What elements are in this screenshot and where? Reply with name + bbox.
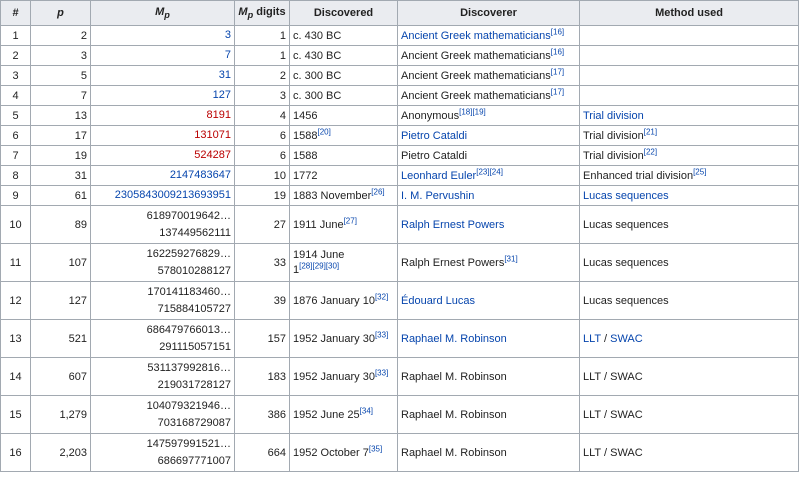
mersenne-value-link[interactable]: 7: [224, 49, 231, 61]
discoverer: [398, 86, 580, 106]
mersenne-value-link[interactable]: 131071: [194, 129, 231, 141]
row-number: 12: [1, 282, 31, 320]
table-row: [1, 186, 799, 206]
method-used: [580, 126, 799, 146]
row-number: 4: [1, 86, 31, 106]
discovered-date: [290, 106, 398, 126]
method-used: [580, 86, 799, 106]
discoverer: [398, 146, 580, 166]
table-row: [1, 26, 799, 46]
discovered-date: [290, 46, 398, 66]
mersenne-value-link[interactable]: 8191: [206, 109, 231, 121]
table-row: [1, 244, 799, 282]
method-used: [580, 66, 799, 86]
exponent-p: 2: [31, 26, 91, 46]
header-row: [1, 1, 799, 26]
method-used: [580, 244, 799, 282]
header-p[interactable]: [31, 1, 91, 26]
discovered-date: [290, 186, 398, 206]
exponent-p: 13: [31, 106, 91, 126]
discovered-text: 1883 November: [293, 189, 372, 202]
table-body: [1, 26, 799, 472]
citation-ref[interactable]: [21]: [643, 126, 658, 136]
discovered-text: c. 300 BC: [293, 69, 342, 82]
method-text: Lucas sequences: [583, 294, 669, 307]
method-text: LLT / SWAC: [583, 408, 643, 421]
row-number: 11: [1, 244, 31, 282]
mersenne-value-text: 531137992816…: [147, 361, 231, 374]
header-discovered[interactable]: Discovered: [290, 1, 398, 26]
discovered-date: [290, 86, 398, 106]
row-number: 8: [1, 166, 31, 186]
citation-ref[interactable]: [28][29][30]: [299, 260, 340, 270]
method-text: Lucas sequences: [583, 218, 669, 231]
table-row: [1, 86, 799, 106]
discovered-text-cont: 1: [293, 263, 300, 276]
table-row: [1, 106, 799, 126]
discovered-text: 1952 January 30: [293, 370, 375, 383]
discovered-text: 1952 June 25: [293, 408, 360, 421]
exponent-p: 31: [31, 166, 91, 186]
table-row: [1, 396, 799, 434]
method-text: Lucas sequences: [583, 256, 669, 269]
citation-ref[interactable]: [35]: [368, 443, 383, 453]
digit-count: 3: [235, 86, 290, 106]
digit-count: 386: [235, 396, 290, 434]
exponent-p: 89: [31, 206, 91, 244]
header-mp-digits[interactable]: [235, 1, 290, 26]
mersenne-value-text: 170141183460…: [147, 285, 231, 298]
mersenne-value-link[interactable]: 2305843009213693951: [114, 189, 231, 201]
discoverer-text: Ralph Ernest Powers: [401, 256, 505, 269]
discoverer: [398, 46, 580, 66]
exponent-p: 19: [31, 146, 91, 166]
header-digits-base: M: [238, 5, 248, 18]
discoverer-text: Raphael M. Robinson: [401, 446, 507, 459]
discoverer: [398, 26, 580, 46]
mersenne-value: [91, 86, 235, 106]
digit-count: 1: [235, 26, 290, 46]
method-link-swac[interactable]: SWAC: [610, 332, 643, 345]
discoverer: [398, 396, 580, 434]
row-number: 1: [1, 26, 31, 46]
row-number: 2: [1, 46, 31, 66]
method-used: [580, 206, 799, 244]
exponent-p: 127: [31, 282, 91, 320]
table-row: [1, 146, 799, 166]
mersenne-value: [91, 244, 235, 282]
discovered-text: c. 300 BC: [293, 89, 342, 102]
discoverer-text: Pietro Cataldi: [401, 149, 468, 162]
discoverer-text: Ancient Greek mathematicians: [401, 69, 551, 82]
header-number[interactable]: #: [1, 1, 31, 26]
exponent-p: 17: [31, 126, 91, 146]
mersenne-value: [91, 126, 235, 146]
discoverer: [398, 126, 580, 146]
digit-count: 1: [235, 46, 290, 66]
header-mp-base: M: [155, 5, 165, 18]
digit-count: 2: [235, 66, 290, 86]
row-number: 9: [1, 186, 31, 206]
mersenne-value-text: 219031728127: [157, 378, 231, 391]
digit-count: 27: [235, 206, 290, 244]
mersenne-value-text: 686479766013…: [146, 323, 231, 336]
method-separator: /: [600, 332, 611, 345]
discoverer-text: Anonymous: [401, 109, 460, 122]
mersenne-value: [91, 320, 235, 358]
discovered-text: 1588: [293, 129, 318, 142]
discovered-text: 1876 January 10: [293, 294, 375, 307]
discovered-text: 1911 June: [293, 218, 344, 231]
citation-ref[interactable]: [34]: [359, 405, 374, 415]
discovered-date: [290, 206, 398, 244]
citation-ref[interactable]: [33]: [374, 367, 389, 377]
mersenne-value: [91, 186, 235, 206]
mersenne-value: [91, 26, 235, 46]
citation-ref[interactable]: [32]: [374, 291, 389, 301]
mersenne-value: [91, 106, 235, 126]
row-number: 16: [1, 434, 31, 472]
header-method[interactable]: Method used: [580, 1, 799, 26]
digit-count: 157: [235, 320, 290, 358]
mersenne-value-text: 137449562111: [159, 226, 231, 239]
discovered-date: [290, 358, 398, 396]
discovered-text: 1952 January 30: [293, 332, 375, 345]
mersenne-value: [91, 166, 235, 186]
row-number: 5: [1, 106, 31, 126]
citation-ref[interactable]: [27]: [343, 215, 357, 225]
discovered-date: [290, 26, 398, 46]
citation-ref[interactable]: [16]: [550, 46, 565, 56]
table-row: [1, 320, 799, 358]
exponent-p: 5: [31, 66, 91, 86]
discovered-date: [290, 66, 398, 86]
method-used: [580, 106, 799, 126]
method-used: [580, 46, 799, 66]
discovered-text: c. 430 BC: [293, 49, 342, 62]
mersenne-value: [91, 358, 235, 396]
method-used: [580, 434, 799, 472]
discovered-date: [290, 126, 398, 146]
discoverer-link[interactable]: Édouard Lucas: [401, 294, 475, 307]
mersenne-value-text: 147597991521…: [146, 437, 231, 450]
mersenne-value: [91, 434, 235, 472]
citation-ref[interactable]: [33]: [374, 329, 389, 339]
discoverer-link[interactable]: Leonhard Euler: [401, 169, 477, 182]
row-number: 15: [1, 396, 31, 434]
row-number: 13: [1, 320, 31, 358]
method-used: [580, 146, 799, 166]
discovered-date: [290, 396, 398, 434]
discoverer: [398, 320, 580, 358]
discovered-date: [290, 244, 398, 282]
table-row: [1, 282, 799, 320]
discoverer-link[interactable]: I. M. Pervushin: [401, 189, 475, 202]
discoverer: [398, 166, 580, 186]
exponent-p: 107: [31, 244, 91, 282]
method-text: Trial division: [583, 129, 644, 142]
discovered-date: [290, 320, 398, 358]
discoverer: [398, 186, 580, 206]
method-used: [580, 358, 799, 396]
digit-count: 19: [235, 186, 290, 206]
mersenne-value-text: 578010288127: [157, 264, 231, 277]
row-number: 7: [1, 146, 31, 166]
exponent-p: 2,203: [31, 434, 91, 472]
citation-ref[interactable]: [25]: [693, 166, 707, 176]
table-row: [1, 66, 799, 86]
discovered-text: c. 430 BC: [293, 29, 342, 42]
row-number: 14: [1, 358, 31, 396]
method-link[interactable]: Trial division: [583, 109, 644, 122]
digit-count: 664: [235, 434, 290, 472]
row-number: 10: [1, 206, 31, 244]
mersenne-value-text: 703168729087: [157, 416, 231, 429]
discoverer: [398, 358, 580, 396]
discoverer: [398, 434, 580, 472]
discoverer: [398, 106, 580, 126]
discovered-date: [290, 434, 398, 472]
discovered-text: 1772: [293, 169, 318, 182]
discoverer: [398, 66, 580, 86]
mersenne-value: [91, 206, 235, 244]
mersenne-value-link[interactable]: 127: [212, 89, 231, 101]
table-row: [1, 206, 799, 244]
header-digits-sub: p: [247, 10, 254, 21]
method-text: LLT / SWAC: [583, 446, 643, 459]
mersenne-value-text: 715884105727: [157, 302, 231, 315]
table-row: [1, 434, 799, 472]
method-text: Trial division: [583, 149, 644, 162]
table-row: [1, 358, 799, 396]
header-digits-suffix: digits: [256, 5, 286, 18]
digit-count: 33: [235, 244, 290, 282]
citation-ref[interactable]: [31]: [504, 253, 518, 263]
mersenne-value-text: 686697771007: [157, 454, 231, 467]
method-used: [580, 166, 799, 186]
method-link[interactable]: Lucas sequences: [583, 189, 669, 202]
method-link-llt[interactable]: LLT: [583, 332, 601, 345]
header-p-label: p: [57, 7, 64, 19]
citation-ref[interactable]: [23][24]: [476, 166, 503, 176]
discoverer-link[interactable]: Ralph Ernest Powers: [401, 218, 505, 231]
method-text: Enhanced trial division: [583, 169, 694, 182]
discovered-text: 1914 June: [293, 248, 345, 261]
discoverer: [398, 244, 580, 282]
exponent-p: 7: [31, 86, 91, 106]
mersenne-value: [91, 396, 235, 434]
citation-ref[interactable]: [18][19]: [459, 106, 486, 116]
discoverer-text: Raphael M. Robinson: [401, 370, 507, 383]
mersenne-value-link[interactable]: 2147483647: [169, 169, 231, 181]
digit-count: 10: [235, 166, 290, 186]
exponent-p: 3: [31, 46, 91, 66]
discoverer-link[interactable]: Raphael M. Robinson: [401, 332, 507, 345]
discovered-text: 1456: [293, 109, 318, 122]
digit-count: 183: [235, 358, 290, 396]
digit-count: 6: [235, 126, 290, 146]
mersenne-value: [91, 46, 235, 66]
discoverer-text: Raphael M. Robinson: [401, 408, 507, 421]
discoverer-link[interactable]: Pietro Cataldi: [401, 129, 468, 142]
exponent-p: 521: [31, 320, 91, 358]
method-used: [580, 26, 799, 46]
method-used: [580, 186, 799, 206]
mersenne-value: [91, 282, 235, 320]
citation-ref[interactable]: [20]: [317, 126, 331, 136]
header-mp-sub: p: [164, 10, 170, 21]
table-row: [1, 166, 799, 186]
header-mp[interactable]: [91, 1, 235, 26]
mersenne-value-text: 104079321946…: [146, 399, 231, 412]
mersenne-value-text: 162259276829…: [146, 247, 231, 260]
row-number: 6: [1, 126, 31, 146]
exponent-p: 607: [31, 358, 91, 396]
table-row: [1, 126, 799, 146]
discoverer: [398, 206, 580, 244]
discovered-text-line2: [293, 260, 394, 278]
discovered-date: [290, 282, 398, 320]
discovered-text: 1588: [293, 149, 318, 162]
mersenne-value-link[interactable]: 31: [218, 69, 231, 81]
mersenne-value-text: 618970019642…: [146, 209, 231, 222]
mersenne-value: [91, 146, 235, 166]
discoverer: [398, 282, 580, 320]
method-used: [580, 396, 799, 434]
header-discoverer[interactable]: Discoverer: [398, 1, 580, 26]
discovered-text: 1952 October 7: [293, 446, 369, 459]
mersenne-value-link[interactable]: 524287: [194, 149, 231, 161]
row-number: 3: [1, 66, 31, 86]
digit-count: 4: [235, 106, 290, 126]
citation-ref[interactable]: [17]: [550, 66, 565, 76]
exponent-p: 1,279: [31, 396, 91, 434]
discoverer-link[interactable]: Ancient Greek mathematicians: [401, 29, 551, 42]
citation-ref[interactable]: [17]: [550, 86, 565, 96]
method-used: [580, 320, 799, 358]
exponent-p: 61: [31, 186, 91, 206]
method-used: [580, 282, 799, 320]
citation-ref[interactable]: [16]: [550, 26, 565, 36]
discovered-date: [290, 166, 398, 186]
discoverer-text: Ancient Greek mathematicians: [401, 49, 551, 62]
digit-count: 6: [235, 146, 290, 166]
table-row: [1, 46, 799, 66]
mersenne-value: [91, 66, 235, 86]
discoverer-text: Ancient Greek mathematicians: [401, 89, 551, 102]
mersenne-value-text: 291115057151: [159, 340, 231, 353]
digit-count: 39: [235, 282, 290, 320]
method-text: LLT / SWAC: [583, 370, 643, 383]
citation-ref[interactable]: [22]: [643, 146, 658, 156]
citation-ref[interactable]: [26]: [371, 186, 385, 196]
discovered-date: [290, 146, 398, 166]
mersenne-value-link[interactable]: 3: [224, 29, 231, 41]
